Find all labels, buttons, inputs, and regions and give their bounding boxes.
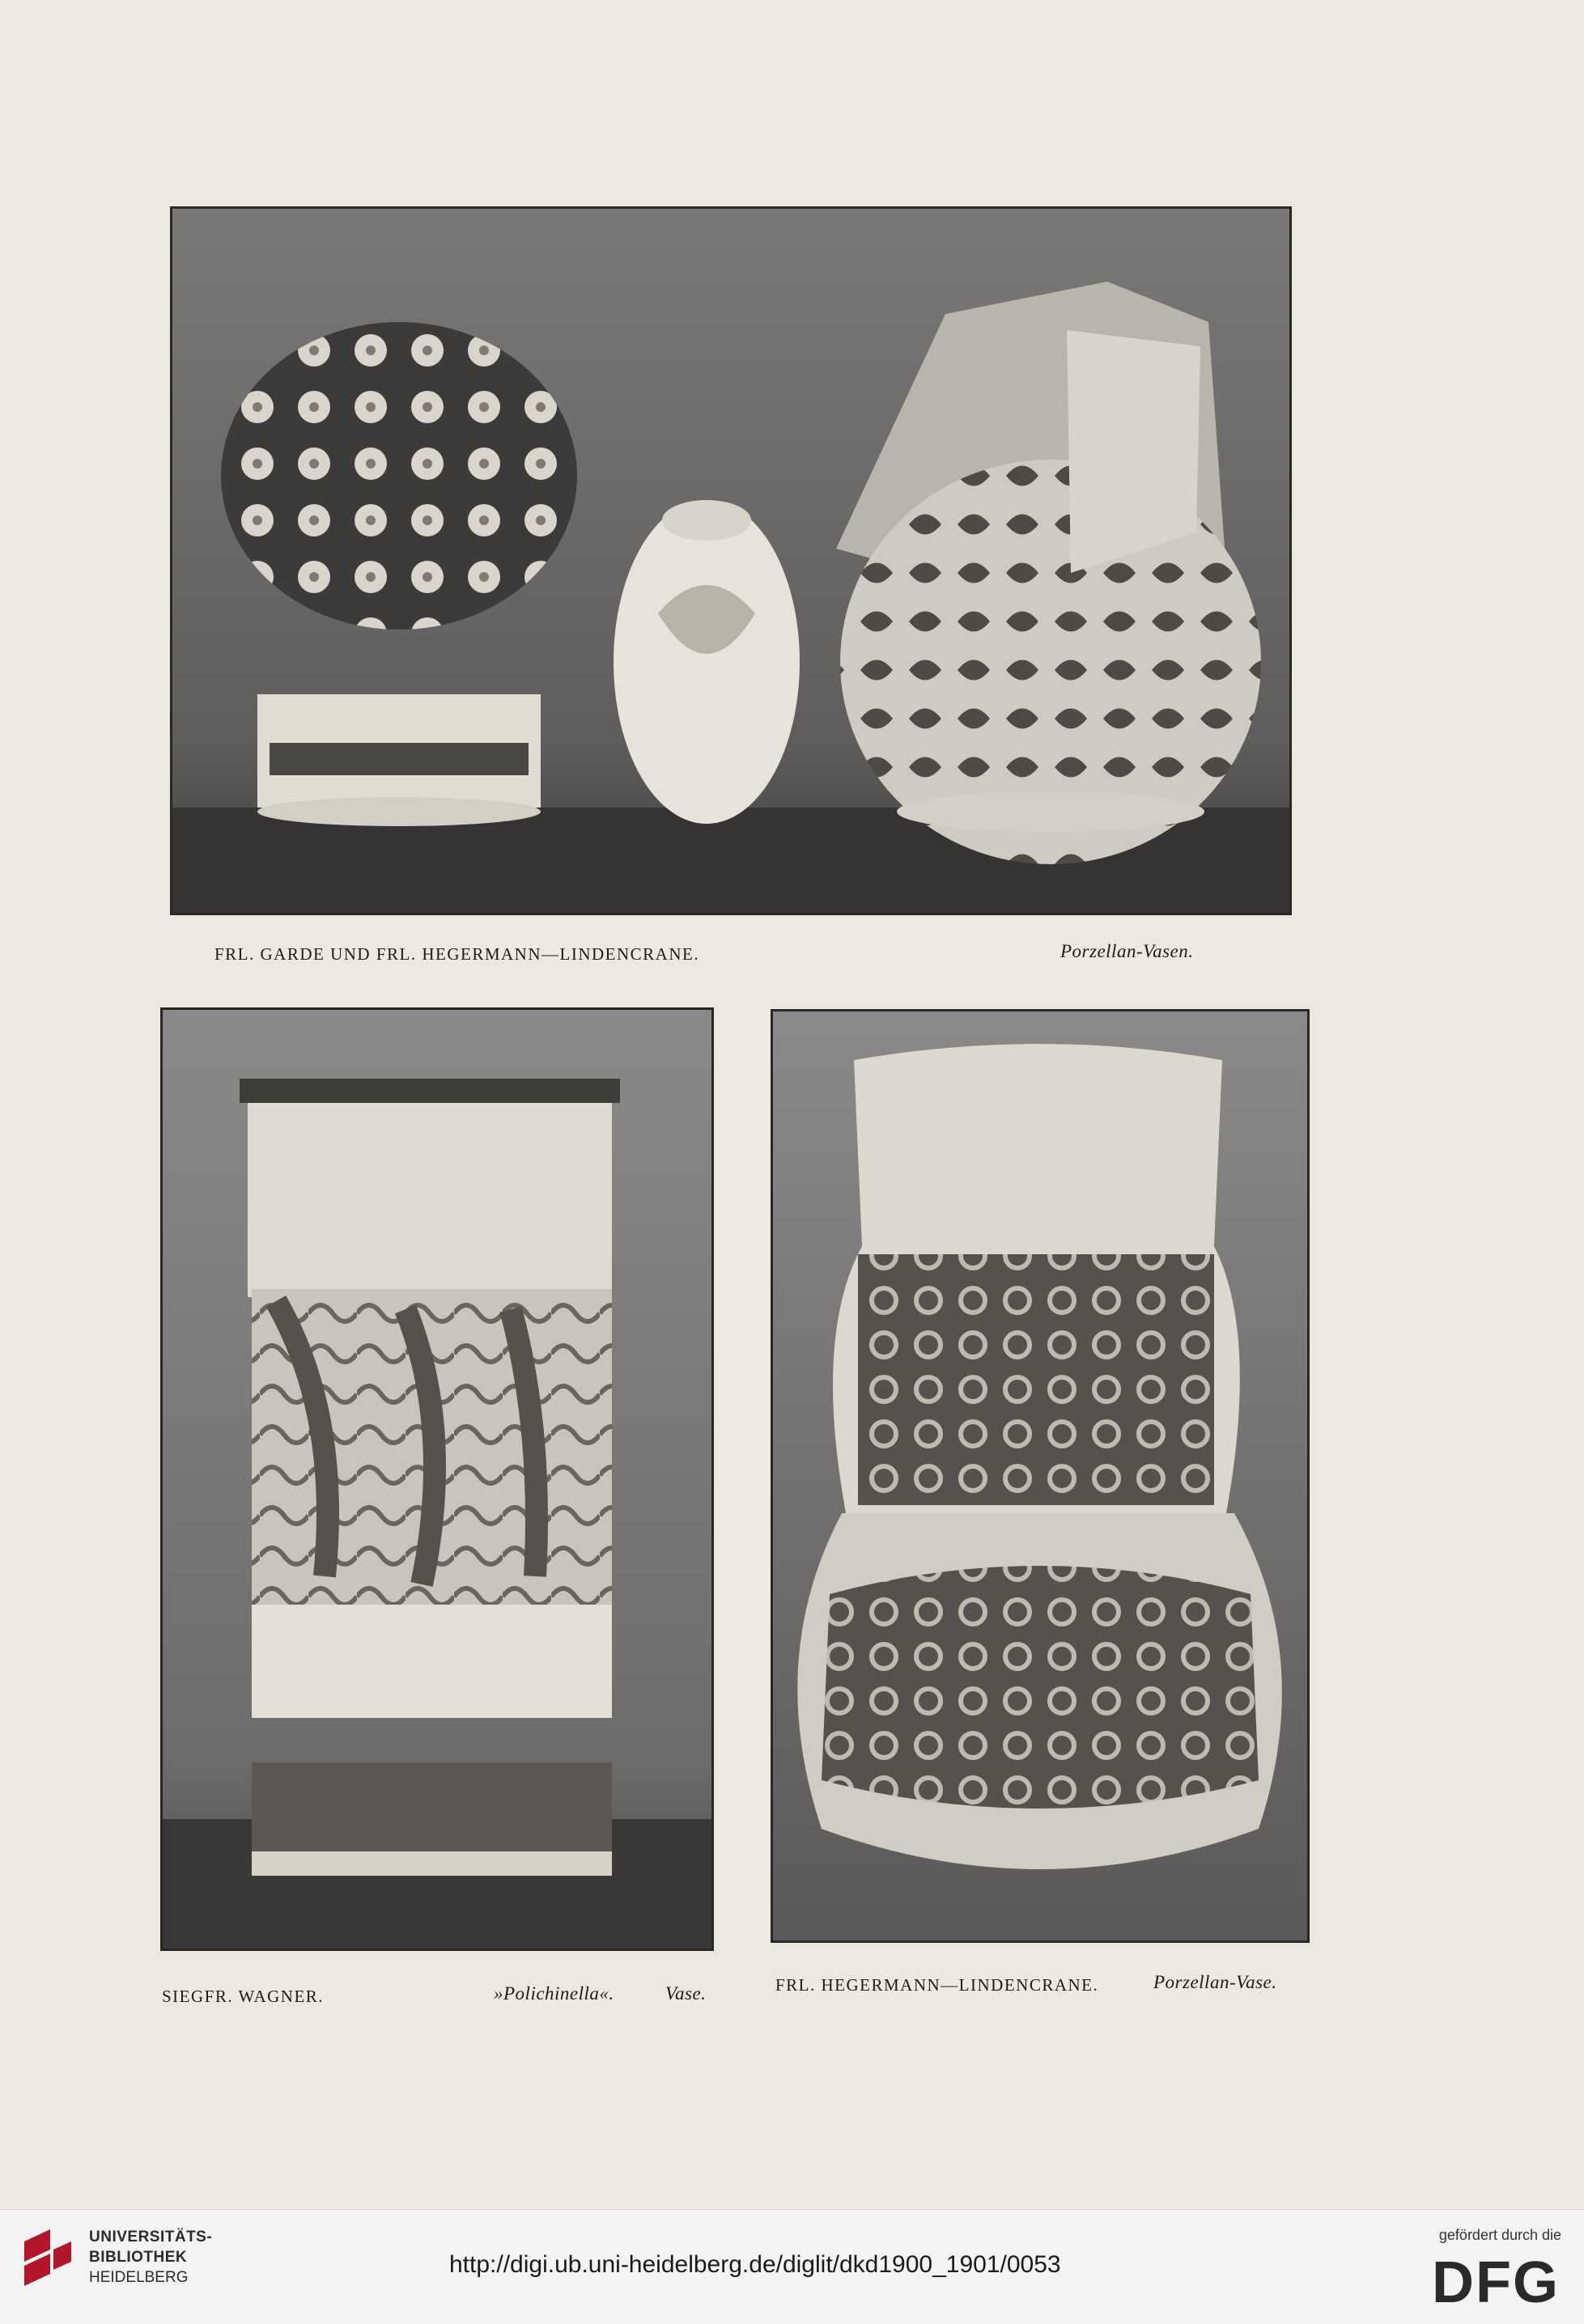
caption-bottom-left-artist: SIEGFR. WAGNER. — [162, 1987, 325, 2006]
vase-middle — [614, 500, 800, 824]
vase-left — [221, 322, 577, 826]
caption-bottom-right-artist: FRL. HEGERMANN—LINDENCRANE. — [775, 1975, 1099, 1995]
caption-bottom-left-type: Vase. — [665, 1983, 707, 2004]
library-name: UNIVERSITÄTS- BIBLIOTHEK HEIDELBERG — [89, 2229, 213, 2286]
photo-three-porcelain-vases — [170, 206, 1292, 915]
permalink-url[interactable]: http://digi.ub.uni-heidelberg.de/diglit/dkd1900_1901/0053 — [449, 2251, 1061, 2278]
funding-note: gefördert durch die — [1438, 2227, 1561, 2243]
university-library-logo-icon — [18, 2225, 76, 2306]
vase-baluster — [797, 1044, 1282, 1869]
caption-top-artists: FRL. GARDE UND FRL. HEGERMANN—LINDENCRANE. — [214, 944, 700, 964]
dfg-logo: DFG — [1432, 2250, 1560, 2315]
caption-bottom-right-type: Porzellan-Vase. — [1153, 1972, 1277, 1992]
photo-porcelain-vase — [771, 1009, 1310, 1943]
caption-top-type: Porzellan-Vasen. — [1060, 941, 1194, 961]
caption-bottom-left-title: »Polichinella«. — [494, 1983, 614, 2004]
photo-polichinella-vase — [160, 1007, 714, 1951]
